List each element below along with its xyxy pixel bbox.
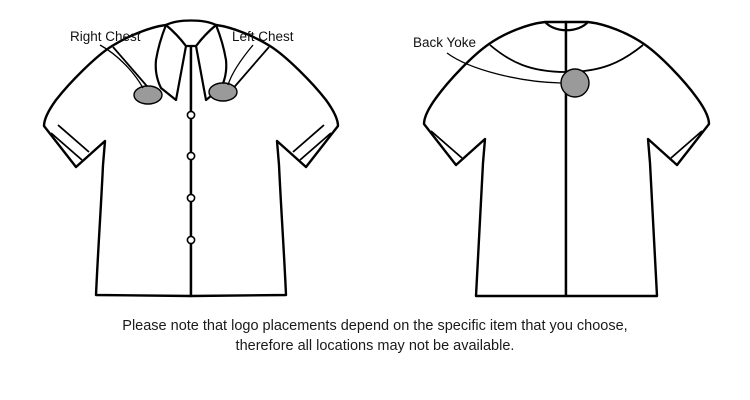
- front-button: [187, 194, 194, 201]
- left-chest-label: Left Chest: [232, 29, 294, 44]
- placement-note-line-2: therefore all locations may not be available.: [235, 338, 515, 354]
- front-shirt: [44, 21, 338, 297]
- back-shirt-body: [424, 22, 566, 296]
- right-chest-label: Right Chest: [70, 29, 141, 44]
- back-shirt: [413, 22, 709, 296]
- back-yoke-marker[interactable]: [561, 69, 589, 97]
- right-chest-marker[interactable]: [134, 86, 162, 104]
- left-chest-marker[interactable]: [209, 83, 237, 101]
- back-shirt-body-right: [566, 22, 709, 296]
- front-button: [187, 236, 194, 243]
- back-yoke-label: Back Yoke: [413, 35, 477, 50]
- placement-note-line-1: Please note that logo placements depend on the specific item that you choose,: [122, 318, 628, 334]
- front-button: [187, 111, 194, 118]
- front-button: [187, 152, 194, 159]
- placement-note: [0, 316, 750, 356]
